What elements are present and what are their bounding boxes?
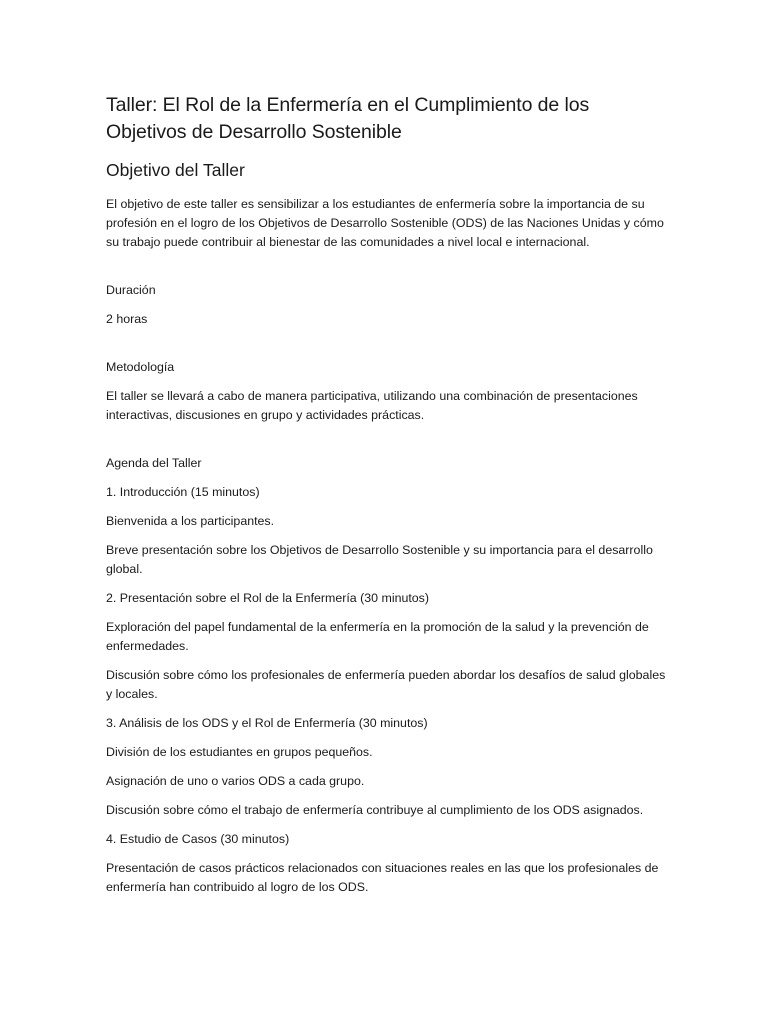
agenda-item: Breve presentación sobre los Objetivos de Desarrollo Sostenible y su importancia para el desarrollo global.	[106, 543, 653, 576]
agenda-section-heading: 2. Presentación sobre el Rol de la Enfermería (30 minutos)	[106, 591, 430, 605]
spacer	[106, 262, 666, 281]
agenda-section-heading: 3. Análisis de los ODS y el Rol de Enfermería (30 minutos)	[106, 716, 428, 730]
methodology-paragraph: El taller se llevará a cabo de manera participativa, utilizando una combinación de presentaciones interactivas, discusiones en grupo y actividades prácticas.	[106, 389, 638, 422]
agenda-section-heading: 4. Estudio de Casos (30 minutos)	[106, 832, 290, 846]
spacer	[106, 435, 666, 454]
agenda-item: Presentación de casos prácticos relacionados con situaciones reales en las que los profesionales de enfermería han contribuido al logro de los ODS.	[106, 861, 659, 894]
objective-paragraph: El objetivo de este taller es sensibilizar a los estudiantes de enfermería sobre la importancia de su profesión en el logro de los Objetivos de Desarrollo Sostenible (ODS) de las Naciones Unidas y cómo su trabajo puede contribuir al bienestar de las comunidades a nivel local e internacional.	[106, 197, 664, 249]
agenda-section-heading: 1. Introducción (15 minutos)	[106, 485, 260, 499]
agenda-item: Asignación de uno o varios ODS a cada grupo.	[106, 774, 365, 788]
agenda-item: Discusión sobre cómo el trabajo de enfermería contribuye al cumplimiento de los ODS asignados.	[106, 803, 644, 817]
methodology-label: Metodología	[106, 360, 175, 374]
agenda-item: Bienvenida a los participantes.	[106, 514, 275, 528]
agenda-label: Agenda del Taller	[106, 456, 202, 470]
duration-label: Duración	[106, 283, 156, 297]
duration-value: 2 horas	[106, 312, 148, 326]
agenda-item: Exploración del papel fundamental de la enfermería en la promoción de la salud y la prevención de enfermedades.	[106, 620, 649, 653]
document-title: Taller: El Rol de la Enfermería en el Cumplimiento de los Objetivos de Desarrollo Sostenible	[106, 94, 590, 143]
agenda-item: Discusión sobre cómo los profesionales de enfermería pueden abordar los desafíos de salud globales y locales.	[106, 668, 666, 701]
document-page	[106, 92, 666, 907]
spacer	[106, 339, 666, 358]
objective-heading: Objetivo del Taller	[106, 160, 245, 180]
agenda-item: División de los estudiantes en grupos pequeños.	[106, 745, 373, 759]
